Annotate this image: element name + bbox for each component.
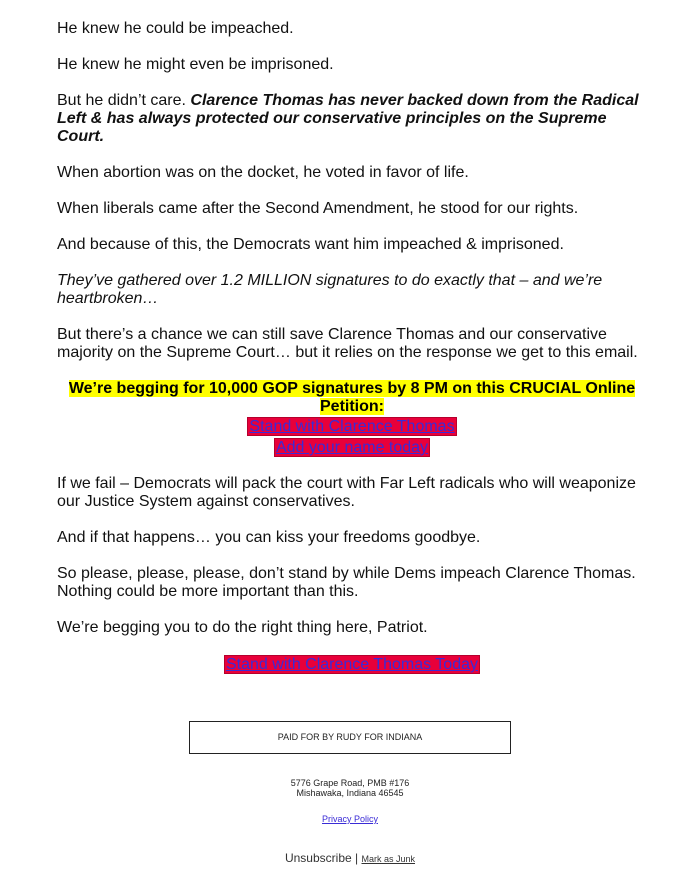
paragraph-didnt-care	[57, 92, 647, 146]
paragraph-impeached: He knew he could be impeached.	[57, 20, 294, 37]
mark-as-junk-link[interactable]: Mark as Junk	[361, 854, 416, 864]
petition-cta	[57, 380, 647, 457]
paid-for-disclaimer: PAID FOR BY RUDY FOR INDIANA	[189, 721, 511, 754]
paragraph-if-we-fail: If we fail – Democrats will pack the court with Far Left radicals who will weaponize our Justice System against conservatives.	[57, 475, 636, 510]
privacy-section	[0, 814, 700, 824]
paragraph-didnt-care-lead: But he didn’t care.	[57, 92, 186, 109]
email-body	[57, 20, 647, 674]
paragraph-thomas-bold: Clarence Thomas has never backed down from the Radical Left & has always protected our conservative principles on the Supreme Court.	[57, 92, 639, 145]
address-line-1: 5776 Grape Road, PMB #176	[290, 778, 410, 788]
paragraph-chance: But there’s a chance we can still save Clarence Thomas and our conservative majority on the Supreme Court… but it relies on the response we get to this email.	[57, 326, 638, 361]
footer-separator: |	[355, 851, 359, 865]
paragraph-democrats: And because of this, the Democrats want him impeached & imprisoned.	[57, 236, 564, 253]
unsubscribe-link[interactable]: Unsubscribe	[284, 851, 352, 865]
privacy-policy-link[interactable]: Privacy Policy	[321, 814, 378, 824]
paragraph-signatures: They’ve gathered over 1.2 MILLION signatures to do exactly that – and we’re heartbroken…	[57, 272, 603, 307]
petition-headline: We’re begging for 10,000 GOP signatures by 8 PM on this CRUCIAL Online Petition:	[68, 380, 636, 415]
paragraph-patriot: We’re begging you to do the right thing here, Patriot.	[57, 619, 428, 636]
address-line-2: Mishawaka, Indiana 46545	[296, 788, 404, 798]
paragraph-abortion: When abortion was on the docket, he voted in favor of life.	[57, 164, 469, 181]
paragraph-imprisoned: He knew he might even be imprisoned.	[57, 56, 334, 73]
final-cta	[57, 655, 647, 674]
paragraph-please: So please, please, please, don’t stand by while Dems impeach Clarence Thomas. Nothing could be more important than this.	[57, 565, 636, 600]
paragraph-second-amendment: When liberals came after the Second Amendment, he stood for our rights.	[57, 200, 579, 217]
add-your-name-link[interactable]: Add your name today	[275, 439, 429, 456]
paragraph-freedoms: And if that happens… you can kiss your freedoms goodbye.	[57, 529, 481, 546]
stand-with-thomas-today-link[interactable]: Stand with Clarence Thomas Today	[226, 656, 478, 673]
mailing-address	[0, 778, 700, 798]
unsubscribe-section	[0, 851, 700, 865]
stand-with-thomas-link[interactable]: Stand with Clarence Thomas	[249, 418, 455, 435]
